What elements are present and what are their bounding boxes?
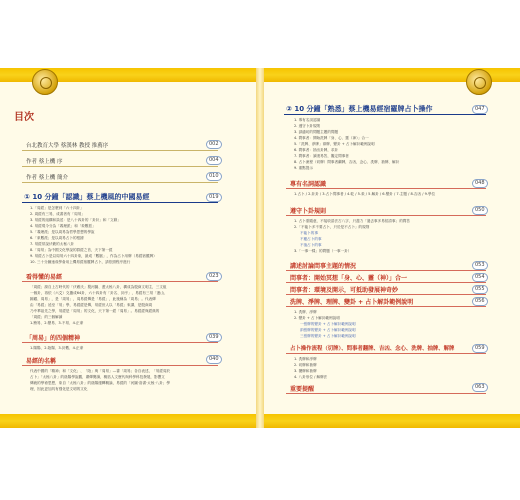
section-underline (22, 365, 218, 366)
list-item[interactable]: 8.「周易」為中國文化學說的群經之首，天下第一經 (30, 248, 113, 252)
gold-seal-icon (466, 69, 492, 95)
chapter-2-title[interactable]: ② 10 分鐘「熟悉」蔡上機易經宿羅牌占卜操作 (286, 105, 433, 113)
list-item[interactable]: 2. 切牌和抽牌 (294, 363, 317, 367)
paragraph-line: 「周經」源自上古時代的「伏羲氏」製河圖、畫太極八卦，構成為殷商文明主，三文組 (30, 285, 167, 289)
list-item[interactable]: 1. 占卜需隨意，不接收語法古八字，只盡力「過去事多易招清事」的問答 (294, 219, 410, 223)
list-subitem[interactable]: 不能卜的事 (300, 231, 318, 235)
list-item[interactable]: 9. 重點提示 (294, 166, 313, 170)
list-item[interactable]: 6. 問事者：抽出卦牌，求卦 (294, 148, 339, 152)
section-heading[interactable]: 「周易」的四個精神 (26, 335, 81, 342)
section-underline (286, 282, 486, 283)
preface-entry[interactable]: 作者 蔡上機 簡介 (26, 175, 68, 181)
list-subitem[interactable]: 三張牌的變卦 + 占卜解卦範例說明 (300, 334, 356, 338)
paragraph-line: 1.占卜 / 2.卦卦 / 3.占卜問事者 / 4.乾 / 5.象 / 5.解卦 / 6.變卦 / 7.主題 / 8.吉凶 / 9.學位 (294, 192, 436, 196)
paragraph-line: 占卜」「太極八卦」的陰陽學說觀，廣傳閱讀，概括人文歷代與科學科技發展，影響文 (30, 375, 165, 379)
list-subitem[interactable]: 不應占卜的事 (300, 237, 322, 241)
page-number: 055 (472, 285, 488, 294)
paragraph-line: 「周經」的三個解讀 (30, 315, 63, 319)
list-item[interactable]: 5.「義理派」是以周易為哲學思想的學說 (30, 230, 95, 234)
list-item[interactable]: 10. 三十分鐘速成學會用上機易經宿羅牌占卜，請依照程序進行 (30, 260, 131, 264)
section-heading[interactable]: 問事者：開始冥想「身、心、靈（神）」合一 (290, 275, 408, 282)
section-underline (286, 188, 486, 189)
list-item[interactable]: 1. 洗牌、淨牌 (294, 310, 317, 314)
section-heading[interactable]: 占卜操作流程（切牌）、問事者翻牌、吉凶、念心、洗牌、抽牌、解牌 (290, 346, 455, 352)
list-item[interactable]: 1. 專有名詞認識 (294, 118, 321, 122)
section-underline (286, 393, 486, 394)
list-item[interactable]: 4. 易經現今分為「義理派」和「象數派」 (30, 224, 96, 228)
section-underline (286, 294, 486, 295)
page-number: 056 (472, 297, 488, 306)
section-heading[interactable]: 遵守卜卦規則 (290, 208, 327, 215)
divider (22, 182, 218, 183)
section-heading[interactable]: 重要提醒 (290, 386, 315, 393)
paragraph-line: 歸藏、周易」，是「周易」，周易經傳是「易經」，此後稱為「周易」。代表傳 (30, 297, 156, 301)
list-subitem[interactable]: 兩張牌的變卦 + 占卜解卦範例說明 (300, 328, 356, 332)
page-number: 053 (472, 261, 488, 270)
section-underline (22, 281, 218, 282)
list-item[interactable]: 2. 周經有三易，成書者有「周易」 (30, 212, 85, 216)
list-item[interactable]: 3. 請適切的問題主題的問題 (294, 130, 339, 134)
list-item[interactable]: 2. 遵守卜卦規則 (294, 124, 321, 128)
list-item[interactable]: 7. 易經常說伏羲的太極八卦 (30, 242, 75, 246)
list-item[interactable]: 5.「洗牌、淨牌」兩牌，變卦 + 占卜解卦範例說明 (294, 142, 375, 146)
chapter-underline (22, 202, 218, 203)
paragraph-line: 由「易經」延至「易」學，易經經是傳，易經世人以「易經」來講，是殷商周 (30, 303, 153, 307)
paragraph-line: 乃中華祖先之學，易經是「周易」的文化，天下第一經「周易」。易經經與經典的 (30, 309, 160, 313)
book-gutter (256, 68, 264, 428)
page-number: 063 (472, 383, 488, 392)
paragraph-line: 傳統的學術思想，象自「太極八卦」的陰陽運轉概論，易經的「河圖‧洛書‧太極‧八卦」學 (30, 381, 170, 385)
page-number: 048 (472, 179, 488, 188)
chapter-1-title[interactable]: ① 10 分鐘「認識」蔡上機風的中國易經 (24, 193, 150, 201)
section-heading[interactable]: 看得懂的易經 (26, 274, 63, 281)
page-number: 059 (472, 344, 488, 353)
paragraph-line: 代表中國的「精神」和「文化」、「陰」與「周易」—書「周易」各自表述，「易經周於 (30, 369, 171, 373)
list-item[interactable]: 8. 占卜流程（切牌）問事者翻牌，吉凶，念心、洗牌、抽牌、解卦 (294, 160, 400, 164)
list-item[interactable]: 3. 擺牌和抽牌 (294, 369, 317, 373)
paragraph-line: 1.陽陽、2.陰陽、3.卦數、4.正命 (30, 346, 84, 350)
divider (22, 166, 218, 167)
section-heading[interactable]: 專有名詞認識 (290, 181, 327, 188)
page-number: 023 (206, 272, 222, 281)
preface-entry[interactable]: 作者 蔡上機 序 (26, 159, 63, 165)
list-item[interactable]: 9. 易經占卜是以周易六十四卦象，最成「數賦」，作為占卜用牌（易經宿羅牌） (30, 254, 157, 258)
section-heading[interactable]: 問事者：環境及開示，可抵助發展神奇妙 (290, 287, 399, 294)
list-item[interactable]: 3. 易經的組構和談述：是八十四卦的「卦卦」和「文辭」 (30, 218, 121, 222)
list-item[interactable]: 4. 問事者：開始洗牌「身、心、靈（神）」合一 (294, 136, 369, 140)
gold-seal-icon (32, 69, 58, 95)
section-underline (286, 270, 486, 271)
list-item[interactable]: 6.「象數派」是以周易占卜的根據 (30, 236, 84, 240)
page-number: 010 (206, 172, 222, 181)
page-number: 019 (206, 193, 222, 202)
section-heading[interactable]: 易經的名稱 (26, 358, 57, 365)
page-number: 002 (206, 140, 222, 149)
list-item[interactable]: 4. 八卦形位 / 解牌法 (294, 375, 328, 379)
list-item[interactable]: 1. 洗牌和淨牌 (294, 357, 317, 361)
toc-title: 目次 (14, 112, 34, 123)
paragraph-line: 一個卦，再依（六爻）交疊成64卦，六十四卦有「卦名、卦序」，易經有三易「連山、 (30, 291, 168, 295)
paragraph-line: 1.簡易、2.變易、3.不易、4.正命 (30, 321, 84, 325)
chapter-underline (284, 114, 486, 115)
page-number: 047 (472, 105, 488, 114)
list-item[interactable]: 1.「周經」是怎麼到「六十四卦」 (30, 206, 84, 210)
paragraph-line: 理，因此更加具有強化是文明的文化 (30, 387, 88, 391)
page-number: 054 (472, 273, 488, 282)
page-number: 040 (206, 355, 222, 364)
list-item[interactable]: 3.「一事一樣」的問題（一事一卦） (294, 249, 352, 253)
section-underline (286, 215, 486, 216)
list-subitem[interactable]: 不值占卜的事 (300, 243, 322, 247)
divider (22, 150, 218, 151)
section-heading[interactable]: 講述討論問事主題的情況 (290, 263, 357, 270)
list-item[interactable]: 7. 問事者：讀淺易答，擬定問事者 (294, 154, 349, 158)
section-underline (286, 353, 486, 354)
page-number: 004 (206, 156, 222, 165)
section-underline (22, 342, 218, 343)
preface-entry[interactable]: 台北教育大學 蔡漢林 教授 推薦序 (26, 143, 109, 149)
page-number: 050 (472, 206, 488, 215)
section-heading[interactable]: 洗牌、淨牌、理牌、變卦 + 占卜解卦範例說明 (290, 299, 414, 306)
list-item[interactable]: 2. 變卦 + 占卜解卦範例說明 (294, 316, 340, 320)
list-item[interactable]: 2.「不能卜多不要占卜，只於是不占卜」的規則 (294, 225, 370, 229)
page-number: 039 (206, 333, 222, 342)
list-subitem[interactable]: 一張牌的變卦 + 占卜解卦範例說明 (300, 322, 356, 326)
section-underline (286, 306, 486, 307)
